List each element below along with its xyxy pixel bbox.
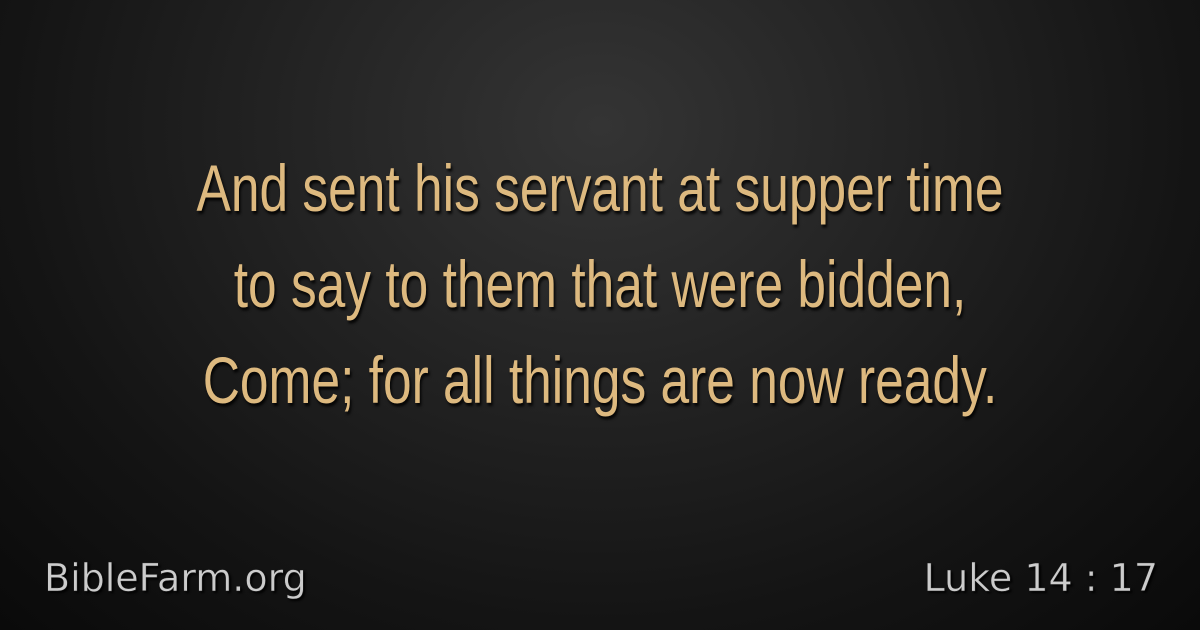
verse-line-1: And sent his servant at supper time — [196, 151, 1004, 225]
verse-line-3: Come; for all things are now ready. — [202, 343, 998, 417]
site-name: BibleFarm.org — [44, 556, 307, 600]
verse-text — [132, 140, 1068, 428]
verse-line-2: to say to them that were bidden, — [233, 247, 967, 321]
verse-reference: Luke 14 : 17 — [923, 556, 1158, 600]
